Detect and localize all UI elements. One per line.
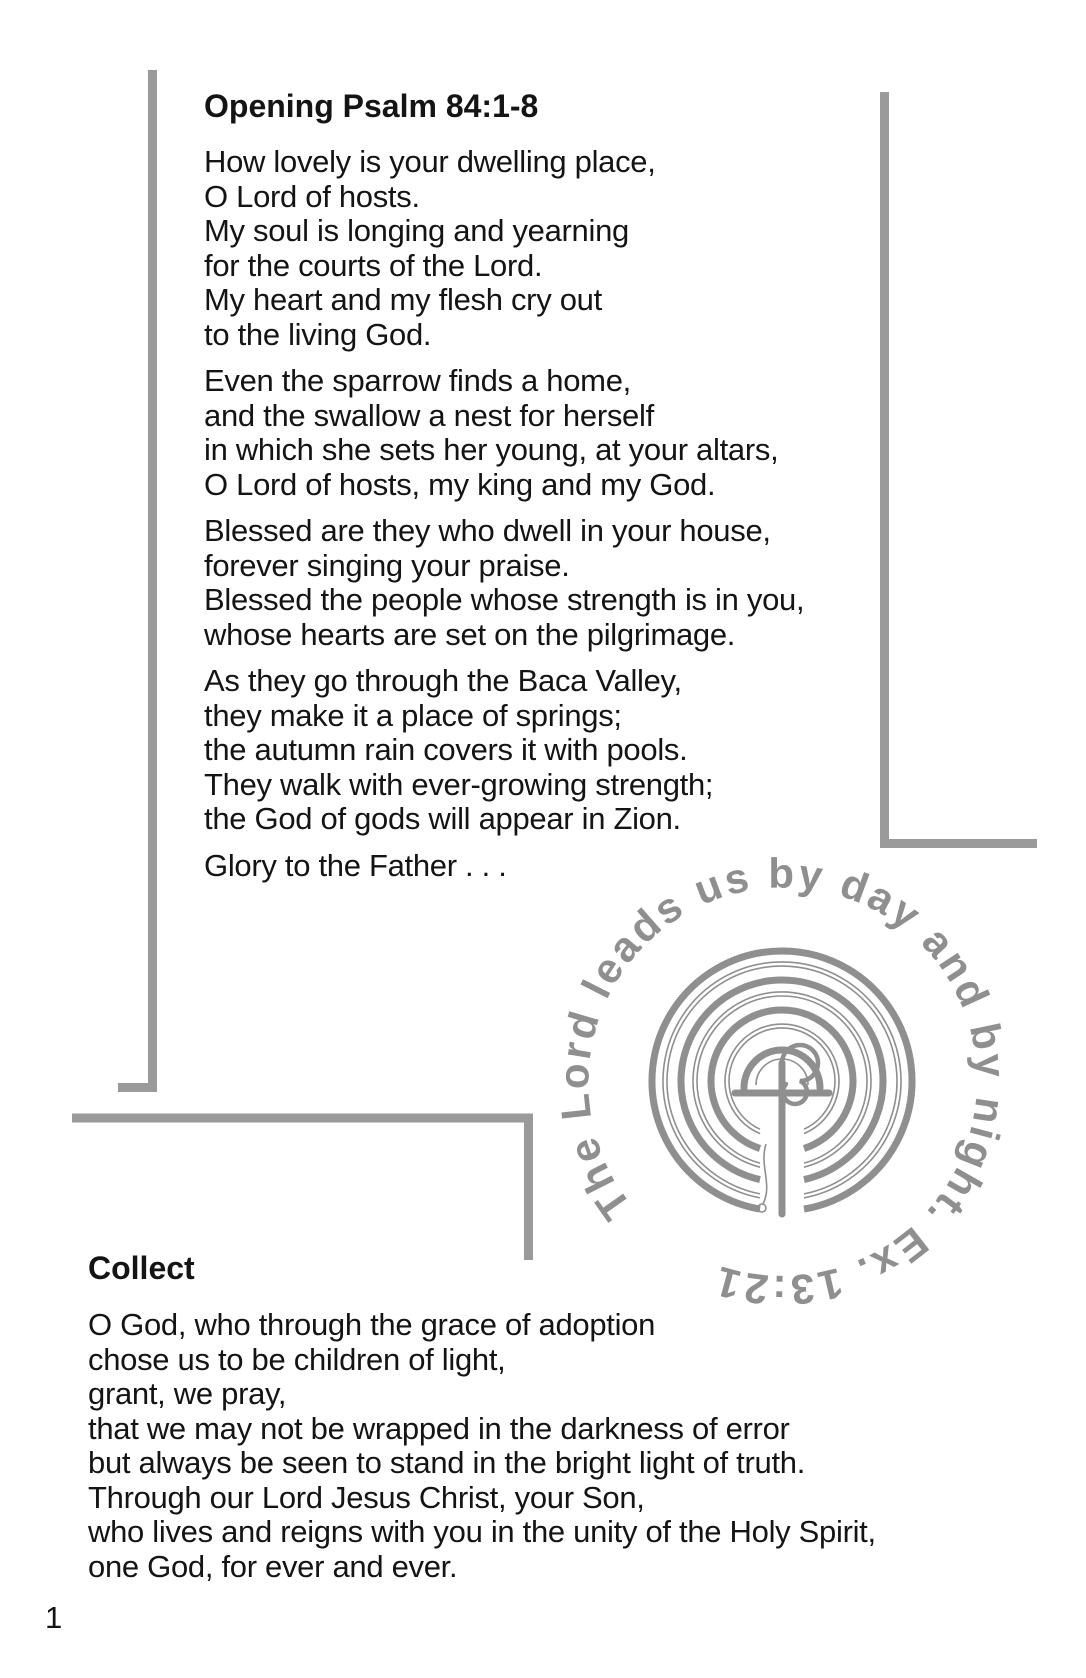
- psalm-line: As they go through the Baca Valley,: [204, 663, 682, 698]
- psalm-stanza-3: [204, 514, 884, 652]
- frame-left-rule: [118, 70, 153, 1088]
- collect-line: who lives and reigns with you in the unity of the Holy Spirit,: [88, 1514, 876, 1549]
- psalm-line: Glory to the Father . . .: [204, 847, 507, 883]
- opening-psalm-section: [204, 88, 884, 895]
- psalm-stanza-5: [204, 849, 884, 884]
- psalm-line: Blessed are they who dwell in your house,: [204, 513, 771, 548]
- psalm-line: They walk with ever-growing strength;: [204, 766, 714, 802]
- frame-top-right-rule: [885, 92, 1038, 844]
- psalm-line: in which she sets her young, at your altars,: [204, 432, 779, 467]
- collect-line: that we may not be wrapped in the darkness of error: [88, 1410, 790, 1446]
- psalm-line: My soul is longing and yearning: [204, 213, 629, 248]
- psalm-stanza-4: [204, 664, 884, 837]
- psalm-line: O Lord of hosts.: [204, 178, 420, 214]
- labyrinth-rings: [652, 951, 912, 1214]
- psalm-line: the God of gods will appear in Zion.: [204, 801, 681, 836]
- psalm-line: whose hearts are set on the pilgrimage.: [204, 616, 736, 652]
- psalm-stanza-1: [204, 145, 884, 352]
- collect-line: but always be seen to stand in the bright light of truth.: [88, 1445, 806, 1480]
- psalm-line: and the swallow a nest for herself: [204, 397, 654, 433]
- collect-line: O God, who through the grace of adoption: [88, 1307, 656, 1342]
- psalm-line: for the courts of the Lord.: [204, 247, 543, 283]
- collect-line: chose us to be children of light,: [88, 1341, 506, 1377]
- psalm-line: Even the sparrow finds a home,: [204, 363, 631, 398]
- collect-line: grant, we pray,: [88, 1376, 287, 1411]
- collect-line: Through our Lord Jesus Christ, your Son,: [88, 1479, 645, 1515]
- psalm-line: Blessed the people whose strength is in you,: [204, 582, 805, 617]
- psalm-line: forever singing your praise.: [204, 547, 570, 583]
- psalm-stanza-2: [204, 364, 884, 502]
- collect-prayer: [88, 1308, 1008, 1584]
- collect-line: one God, for ever and ever.: [88, 1548, 458, 1584]
- page-number: 1: [45, 1600, 63, 1635]
- psalm-line: the autumn rain covers it with pools.: [204, 732, 688, 767]
- collect-section: [88, 1250, 1008, 1584]
- psalm-line: they make it a place of springs;: [204, 697, 622, 733]
- collect-heading: Collect: [88, 1250, 195, 1286]
- labyrinth-graphic: [542, 841, 1022, 1321]
- psalm-line: How lovely is your dwelling place,: [204, 144, 656, 179]
- psalm-line: O Lord of hosts, my king and my God.: [204, 466, 716, 502]
- psalm-line: to the living God.: [204, 316, 432, 352]
- frame-bottom-left-rule: [72, 1118, 529, 1260]
- labyrinth-circular-text: The Lord leads us by day and by night. Ex. 13:21: [549, 849, 1016, 1315]
- psalm-line: My heart and my flesh cry out: [204, 282, 602, 317]
- psalm-heading: Opening Psalm 84:1-8: [204, 88, 539, 124]
